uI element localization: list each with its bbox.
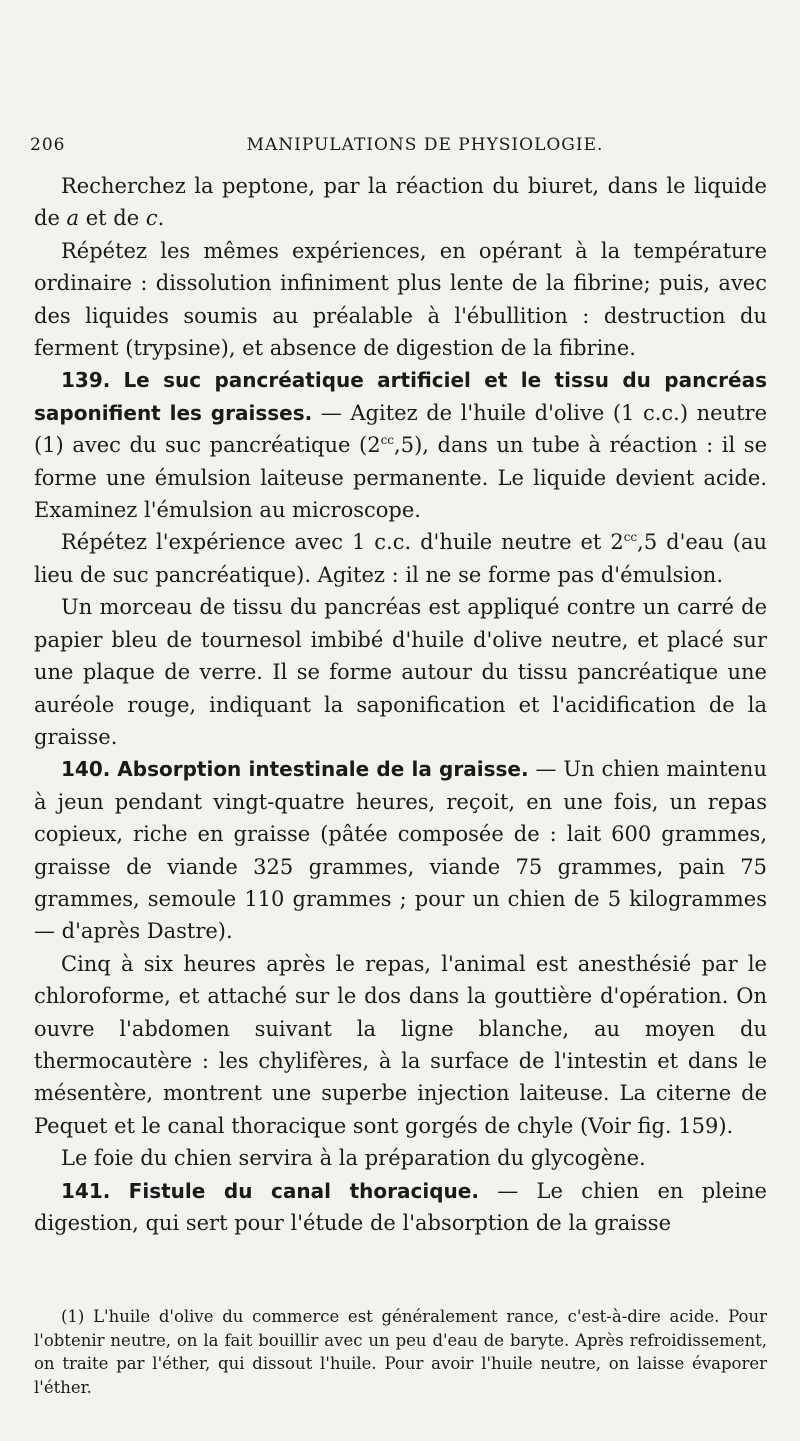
- section-title: Fistule du canal thoracique.: [128, 1178, 479, 1203]
- footnotes: [34, 1305, 767, 1399]
- section-139: 139. Le suc pancréatique artificiel et le tissu du pancréas saponifient les graisses. — Agitez de l'huile d'olive (1 c.c.) neutre (1) avec du suc pancréatique $(2^{cc},5)$, dans un tube à réaction : il se forme une émulsion laiteuse permanente. Le liquide devient acide. Examinez l'émulsion au microscope.: [34, 368, 767, 523]
- section-number: 139.: [61, 368, 111, 393]
- section-141: 141. Fistule du canal thoracique. — Le chien en pleine digestion, qui sert pour l'étude de l'absorption de la graisse: [34, 1178, 767, 1235]
- paragraph-control-experiment: Répétez l'expérience avec 1 c.c. d'huile neutre et $2^{cc},5$ d'eau (au lieu de suc pancréatique). Agitez : il ne se forme pas d'émulsion.: [34, 530, 767, 587]
- paragraph-litmus-paper: Un morceau de tissu du pancréas est appliqué contre un carré de papier bleu de tournesol imbibé d'huile d'olive neutre, et placé sur une plaque de verre. Il se forme autour du tissu pancréatique une auréole rouge, indiquant la saponification et l'acidification de la graisse.: [34, 595, 767, 749]
- section-title: Absorption intestinale de la graisse.: [117, 757, 529, 782]
- variable-c: c: [145, 206, 158, 231]
- body-text: [34, 170, 767, 1239]
- section-number: 140.: [61, 757, 111, 782]
- section-140: 140. Absorption intestinale de la graisse. — Un chien maintenu à jeun pendant vingt-quatre heures, reçoit, en une fois, un repas copieux, riche en graisse (pâtée composée de : lait 600 grammes, graisse de viande 325 grammes, viande 75 grammes, pain 75 grammes, semoule 110 grammes ; pour un chien de 5 kilogrammes — d'après Dastre).: [34, 757, 767, 944]
- paragraph-anesthesia: Cinq à six heures après le repas, l'animal est anesthésié par le chloroforme, et attaché sur le dos dans la gouttière d'opération. On ouvre l'abdomen suivant la ligne blanche, au moyen du thermocautère : les chylifères, à la surface de l'intestin et dans le mésentère, montrent une superbe injection laiteuse. La citerne de Pequet et le canal thoracique sont gorgés de chyle (Voir fig. 159).: [34, 951, 767, 1138]
- page-number: 206: [30, 135, 66, 155]
- paragraph-glycogen: Le foie du chien servira à la préparation du glycogène.: [61, 1146, 646, 1171]
- footnote-1: (1) L'huile d'olive du commerce est généralement rance, c'est-à-dire acide. Pour l'obtenir neutre, on la fait bouillir avec un peu d'eau de baryte. Après refroidissement, on traite par l'éther, qui dissout l'huile. Pour avoir l'huile neutre, on laisse évaporer l'éther.: [34, 1307, 767, 1397]
- paragraph-repeat-experiments: Répétez les mêmes expériences, en opérant à la température ordinaire : dissolution infiniment plus lente de la fibrine; puis, avec des liquides soumis au préalable à l'ébullition : destruction du ferment (trypsine), et absence de digestion de la fibrine.: [34, 238, 767, 361]
- running-title: MANIPULATIONS DE PHYSIOLOGIE.: [246, 135, 604, 155]
- running-header: [30, 135, 760, 163]
- section-number: 141.: [61, 1178, 111, 1203]
- paragraph-peptone: Recherchez la peptone, par la réaction du biuret, dans le liquide de a et de c.: [34, 174, 767, 231]
- section-title: Le suc pancréatique artificiel et le tissu du pancréas saponifient les graisses.: [34, 368, 767, 425]
- variable-a: a: [66, 206, 80, 231]
